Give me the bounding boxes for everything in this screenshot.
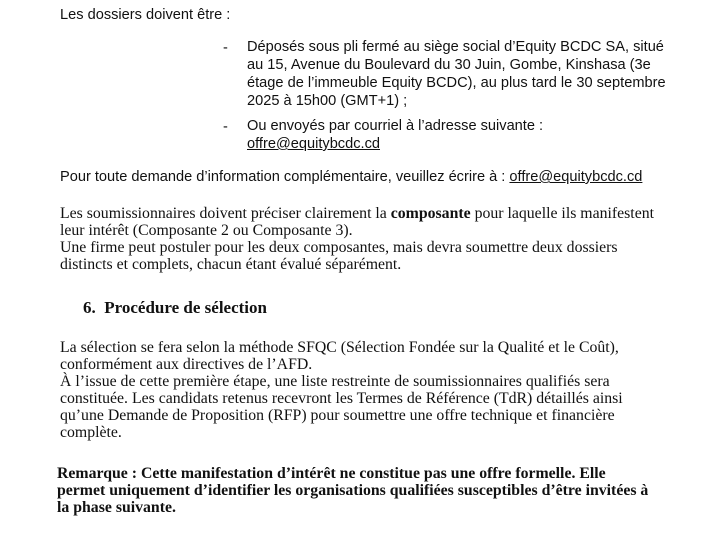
- paragraph-selection: [60, 339, 700, 441]
- para1-line4: distincts et complets, chacun étant évalué séparément.: [60, 256, 402, 273]
- para1-line2: leur intérêt (Composante 2 ou Composante 3).: [60, 222, 353, 239]
- remark-block: [57, 465, 707, 516]
- bullet-2-email-link[interactable]: offre@equitybcdc.cd: [247, 136, 380, 152]
- paragraph-components: [60, 205, 700, 273]
- bullet-dash-2: -: [223, 119, 228, 135]
- para2-line: À l’issue de cette première étape, une liste restreinte de soumissionnaires qualifiés sera: [60, 373, 610, 390]
- para2-line: qu’une Demande de Proposition (RFP) pour soumettre une offre technique et financière: [60, 407, 615, 424]
- para2-line: conformément aux directives de l’AFD.: [60, 356, 313, 373]
- section-title: Procédure de sélection: [104, 298, 267, 317]
- intro-text: Les dossiers doivent être :: [60, 7, 231, 23]
- para2-line: constituée. Les candidats retenus recevront les Termes de Référence (TdR) détaillés ainsi: [60, 390, 623, 407]
- remark-line: permet uniquement d’identifier les organisations qualifiées susceptibles d’être invitées à: [57, 482, 649, 499]
- para1-line1-c: pour laquelle ils manifestent: [470, 205, 654, 222]
- para1-line3: Une firme peut postuler pour les deux composantes, mais devra soumettre deux dossiers: [60, 239, 618, 256]
- bullet-1-line: étage de l’immeuble Equity BCDC), au plus tard le 30 septembre: [247, 75, 666, 91]
- bullet-1-line: Déposés sous pli fermé au siège social d’Equity BCDC SA, situé: [247, 39, 664, 55]
- remark-line: la phase suivante.: [57, 499, 176, 516]
- para1-line1: [60, 205, 700, 222]
- bullet-1: [247, 38, 687, 110]
- remark-line: Remarque : Cette manifestation d’intérêt ne constitue pas une offre formelle. Elle: [57, 465, 606, 482]
- section-number: 6.: [83, 298, 96, 317]
- para2-line: La sélection se fera selon la méthode SFQC (Sélection Fondée sur la Qualité et le Coût),: [60, 339, 619, 356]
- bullet-dash-1: -: [223, 40, 228, 56]
- bullet-1-line: 2025 à 15h00 (GMT+1) ;: [247, 93, 408, 109]
- para2-line: complète.: [60, 424, 122, 441]
- para1-composante: composante: [390, 205, 471, 222]
- info-text: Pour toute demande d’information complémentaire, veuillez écrire à :: [60, 169, 510, 185]
- info-email-link[interactable]: offre@equitybcdc.cd: [509, 169, 643, 185]
- bullet-2: [247, 117, 687, 153]
- bullet-2-line: Ou envoyés par courriel à l’adresse suivante :: [247, 118, 544, 134]
- section-6-heading: [83, 298, 267, 318]
- para1-line1-a: Les soumissionnaires doivent préciser clairement la: [60, 205, 391, 222]
- bullet-1-line: au 15, Avenue du Boulevard du 30 Juin, Gombe, Kinshasa (3e: [247, 57, 651, 73]
- info-line: [60, 168, 642, 186]
